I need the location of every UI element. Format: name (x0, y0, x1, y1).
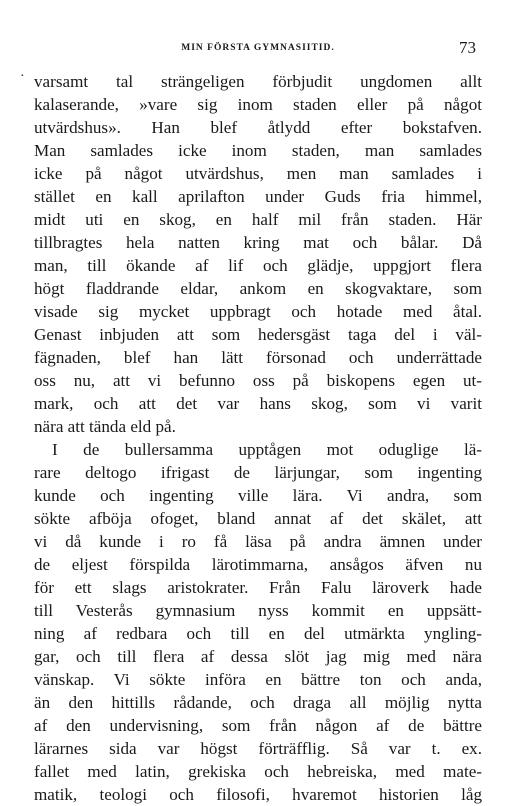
text-line: icke på något utvärdshus, men man samlades i (34, 164, 482, 183)
text-line: högt fladdrande eldar, ankom en skogvaktare, som (34, 279, 482, 298)
text-line: kalaserande, »vare sig inom staden eller på något (34, 95, 482, 114)
text-line: sökte afböja ofoget, bland annat af det skälet, att (34, 509, 482, 528)
text-line: kunde och ingenting ville lära. Vi andra, som (34, 486, 482, 505)
text-line: gar, och till flera af dessa slöt jag mig med nära (34, 647, 482, 666)
text-line: utvärdshus». Han blef åtlydd efter bokstafven. (34, 118, 482, 137)
text-line: af den undervisning, som från någon af de bättre (34, 716, 482, 735)
text-line: vi då kunde i ro få läsa på andra ämnen under (34, 532, 482, 551)
text-line: Man samlades icke inom staden, man samlades (34, 141, 482, 160)
text-line: varsamt tal strängeligen förbjudit ungdomen allt (34, 72, 482, 91)
text-line: lärarnes sida var högst förträfflig. Så var t. ex. (34, 739, 482, 758)
text-line: tillbragtes hela natten kring mat och bålar. Då (34, 233, 482, 252)
text-line: stället en kall aprilafton under Guds fria himmel, (34, 187, 482, 206)
text-line: matik, teologi och filosofi, hvaremot historien låg (34, 785, 482, 804)
text-line: rare deltogo ifrigast de lärjungar, som ingenting (34, 463, 482, 482)
text-line: fallet med latin, grekiska och hebreiska, med mate- (34, 762, 482, 781)
margin-mark: · (20, 69, 25, 84)
body-text (34, 70, 482, 806)
text-line: oss nu, att vi befunno oss på biskopens egen ut- (34, 371, 482, 390)
text-line: Genast inbjuden att som hedersgäst taga del i väl- (34, 325, 482, 344)
text-line: för ett slags aristokrater. Från Falu läroverk hade (34, 578, 482, 597)
text-line: än den hittills rådande, och draga all möjlig nytta (34, 693, 482, 712)
text-line: ning af redbara och till en del utmärkta yngling- (34, 624, 482, 643)
text-line: fägnaden, blef han lätt försonad och underrättade (34, 348, 482, 367)
paragraph-start-line: I de bullersamma upptågen mot oduglige lä- (52, 440, 482, 459)
text-line: vänskap. Vi sökte införa en bättre ton och anda, (34, 670, 482, 689)
text-line: de eljest förspilda lärotimmarna, ansågos äfven nu (34, 555, 482, 574)
text-line: mark, och att det var hans skog, som vi varit (34, 394, 482, 413)
paragraph-end-line: nära att tända eld på. (34, 417, 176, 436)
page-number: 73 (459, 38, 476, 57)
running-header (40, 38, 476, 58)
text-line: midt uti en skog, en half mil från staden. Här (34, 210, 482, 229)
text-line: till Vesterås gymnasium nyss kommit en uppsätt- (34, 601, 482, 620)
running-title: MIN FÖRSTA GYMNASIITID. (181, 43, 335, 53)
text-line: visade sig mycket uppbragt och hotade med åtal. (34, 302, 482, 321)
text-line: man, till ökande af lif och glädje, uppgjort flera (34, 256, 482, 275)
